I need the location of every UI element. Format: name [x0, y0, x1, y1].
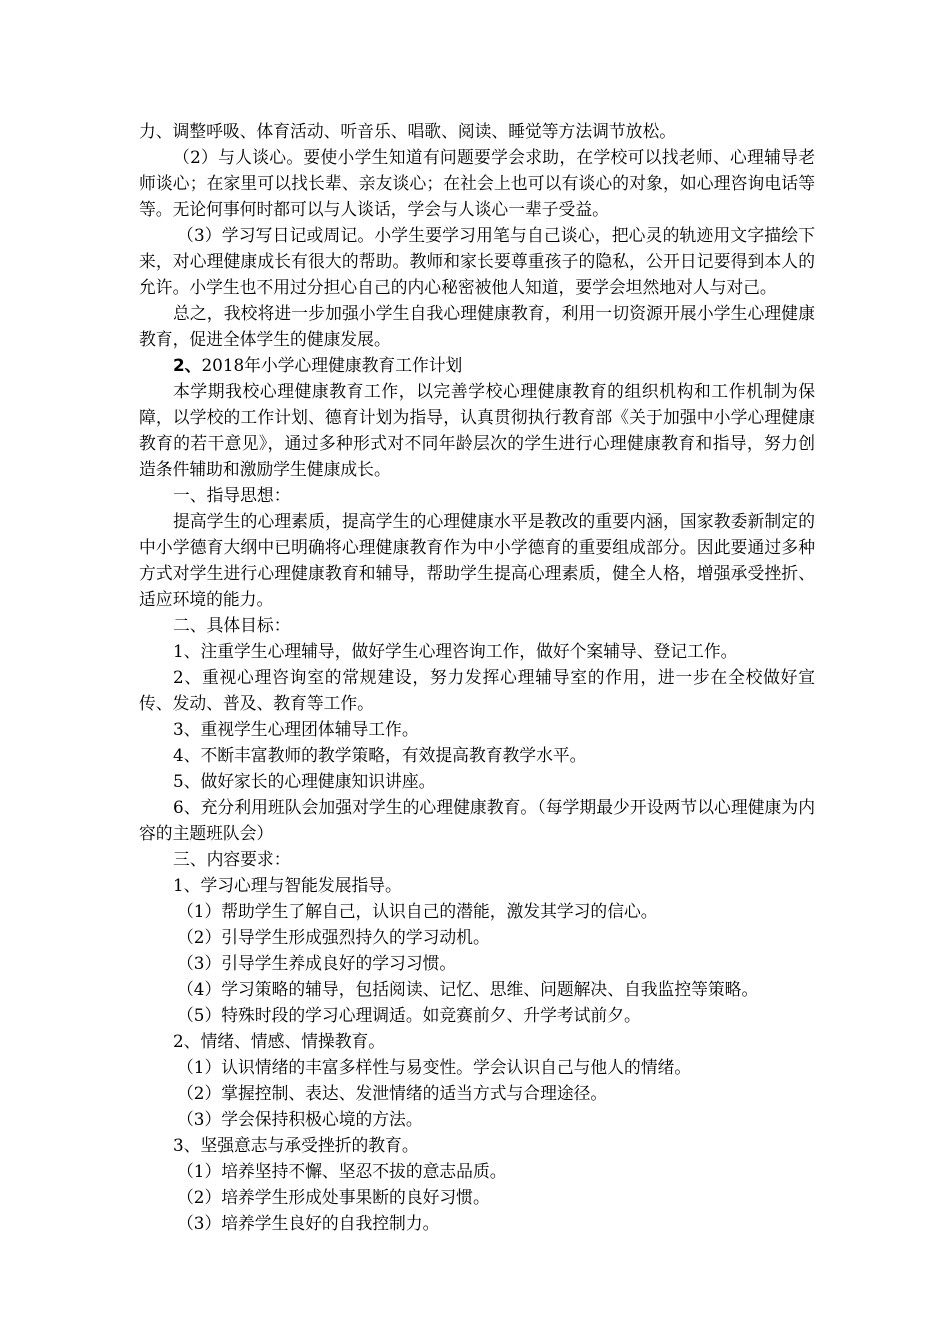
section-heading-title: 2018年小学心理健康教育工作计划: [201, 355, 463, 375]
body-paragraph: （1）认识情绪的丰富多样性与易变性。学会认识自己与他人的情绪。: [177, 1057, 692, 1077]
body-paragraph: 1、学习心理与智能发展指导。: [173, 875, 402, 895]
body-paragraph: （2）掌握控制、表达、发泄情绪的适当方式与合理途径。: [177, 1083, 608, 1103]
body-paragraph: 提高学生的心理素质，提高学生的心理健康水平是教改的重要内涵，国家教委新制定的中小学德育大纲中已明确将心理健康教育作为中小学德育的重要组成部分。因此要通过多种方式对学生进行心理健康教育和辅导，帮助学生提高心理素质，健全人格，增强承受挫折、适应环境的能力。: [139, 511, 815, 609]
body-paragraph: （1）帮助学生了解自己，认识自己的潜能，激发其学习的信心。: [177, 901, 658, 921]
intro-paragraph: （2）与人谈心。要使小学生知道有问题要学会求助，在学校可以找老师、心理辅导老师谈心；在家里可以找长辈、亲友谈心；在社会上也可以有谈心的对象，如心理咨询电话等等。无论何事何时都可以与人谈话，学会与人谈心一辈子受益。: [139, 147, 815, 219]
body-paragraph: （3）引导学生养成良好的学习习惯。: [177, 953, 457, 973]
body-paragraph: （3）培养学生良好的自我控制力。: [177, 1213, 440, 1233]
body-paragraph: （1）培养坚持不懈、坚忍不拔的意志品质。: [177, 1161, 507, 1181]
body-paragraph: （4）学习策略的辅导，包括阅读、记忆、思维、问题解决、自我监控等策略。: [177, 979, 759, 999]
body-paragraph: 三、内容要求：: [173, 849, 291, 869]
body-paragraph: （2）培养学生形成处事果断的良好习惯。: [177, 1187, 490, 1207]
body-paragraph: 3、坚强意志与承受挫折的教育。: [173, 1135, 419, 1155]
body-paragraph: 本学期我校心理健康教育工作，以完善学校心理健康教育的组织机构和工作机制为保障，以学校的工作计划、德育计划为指导，认真贯彻执行教育部《关于加强中小学心理健康教育的若干意见》，通过多种形式对不同年龄层次的学生进行心理健康教育和指导，努力创造条件辅助和激励学生健康成长。: [139, 381, 815, 479]
body-paragraph: 2、情绪、情感、情操教育。: [173, 1031, 386, 1051]
section-body: [139, 378, 815, 1236]
body-paragraph: 2、重视心理咨询室的常规建设，努力发挥心理辅导室的作用，进一步在全校做好宣传、发动、普及、教育等工作。: [139, 667, 815, 713]
intro-paragraph: 力、调整呼吸、体育活动、听音乐、唱歌、阅读、睡觉等方法调节放松。: [139, 121, 677, 141]
body-paragraph: （5）特殊时段的学习心理调适。如竞赛前夕、升学考试前夕。: [177, 1005, 641, 1025]
body-paragraph: 二、具体目标：: [173, 615, 291, 635]
body-paragraph: 4、不断丰富教师的教学策略，有效提高教育教学水平。: [173, 745, 587, 765]
document-page: [139, 118, 815, 1236]
body-paragraph: 一、指导思想：: [173, 485, 291, 505]
body-paragraph: 1、注重学生心理辅导，做好学生心理咨询工作，做好个案辅导、登记工作。: [173, 641, 738, 661]
body-paragraph: 3、重视学生心理团体辅导工作。: [173, 719, 419, 739]
section-heading-number: 2、: [173, 355, 202, 375]
intro-paragraphs: [139, 118, 815, 352]
intro-paragraph: 总之，我校将进一步加强小学生自我心理健康教育，利用一切资源开展小学生心理健康教育，促进全体学生的健康发展。: [139, 303, 815, 349]
intro-paragraph: （3）学习写日记或周记。小学生要学习用笔与自己谈心，把心灵的轨迹用文字描绘下来，对心理健康成长有很大的帮助。教师和家长要尊重孩子的隐私，公开日记要得到本人的允许。小学生也不用过分担心自己的内心秘密被他人知道，要学会坦然地对人与对己。: [139, 225, 815, 297]
body-paragraph: 5、做好家长的心理健康知识讲座。: [173, 771, 436, 791]
body-paragraph: （2）引导学生形成强烈持久的学习动机。: [177, 927, 490, 947]
body-paragraph: 6、充分利用班队会加强对学生的心理健康教育。（每学期最少开设两节以心理健康为内容的主题班队会）: [139, 797, 815, 843]
body-paragraph: （3）学会保持积极心境的方法。: [177, 1109, 423, 1129]
section-heading: [139, 352, 815, 378]
